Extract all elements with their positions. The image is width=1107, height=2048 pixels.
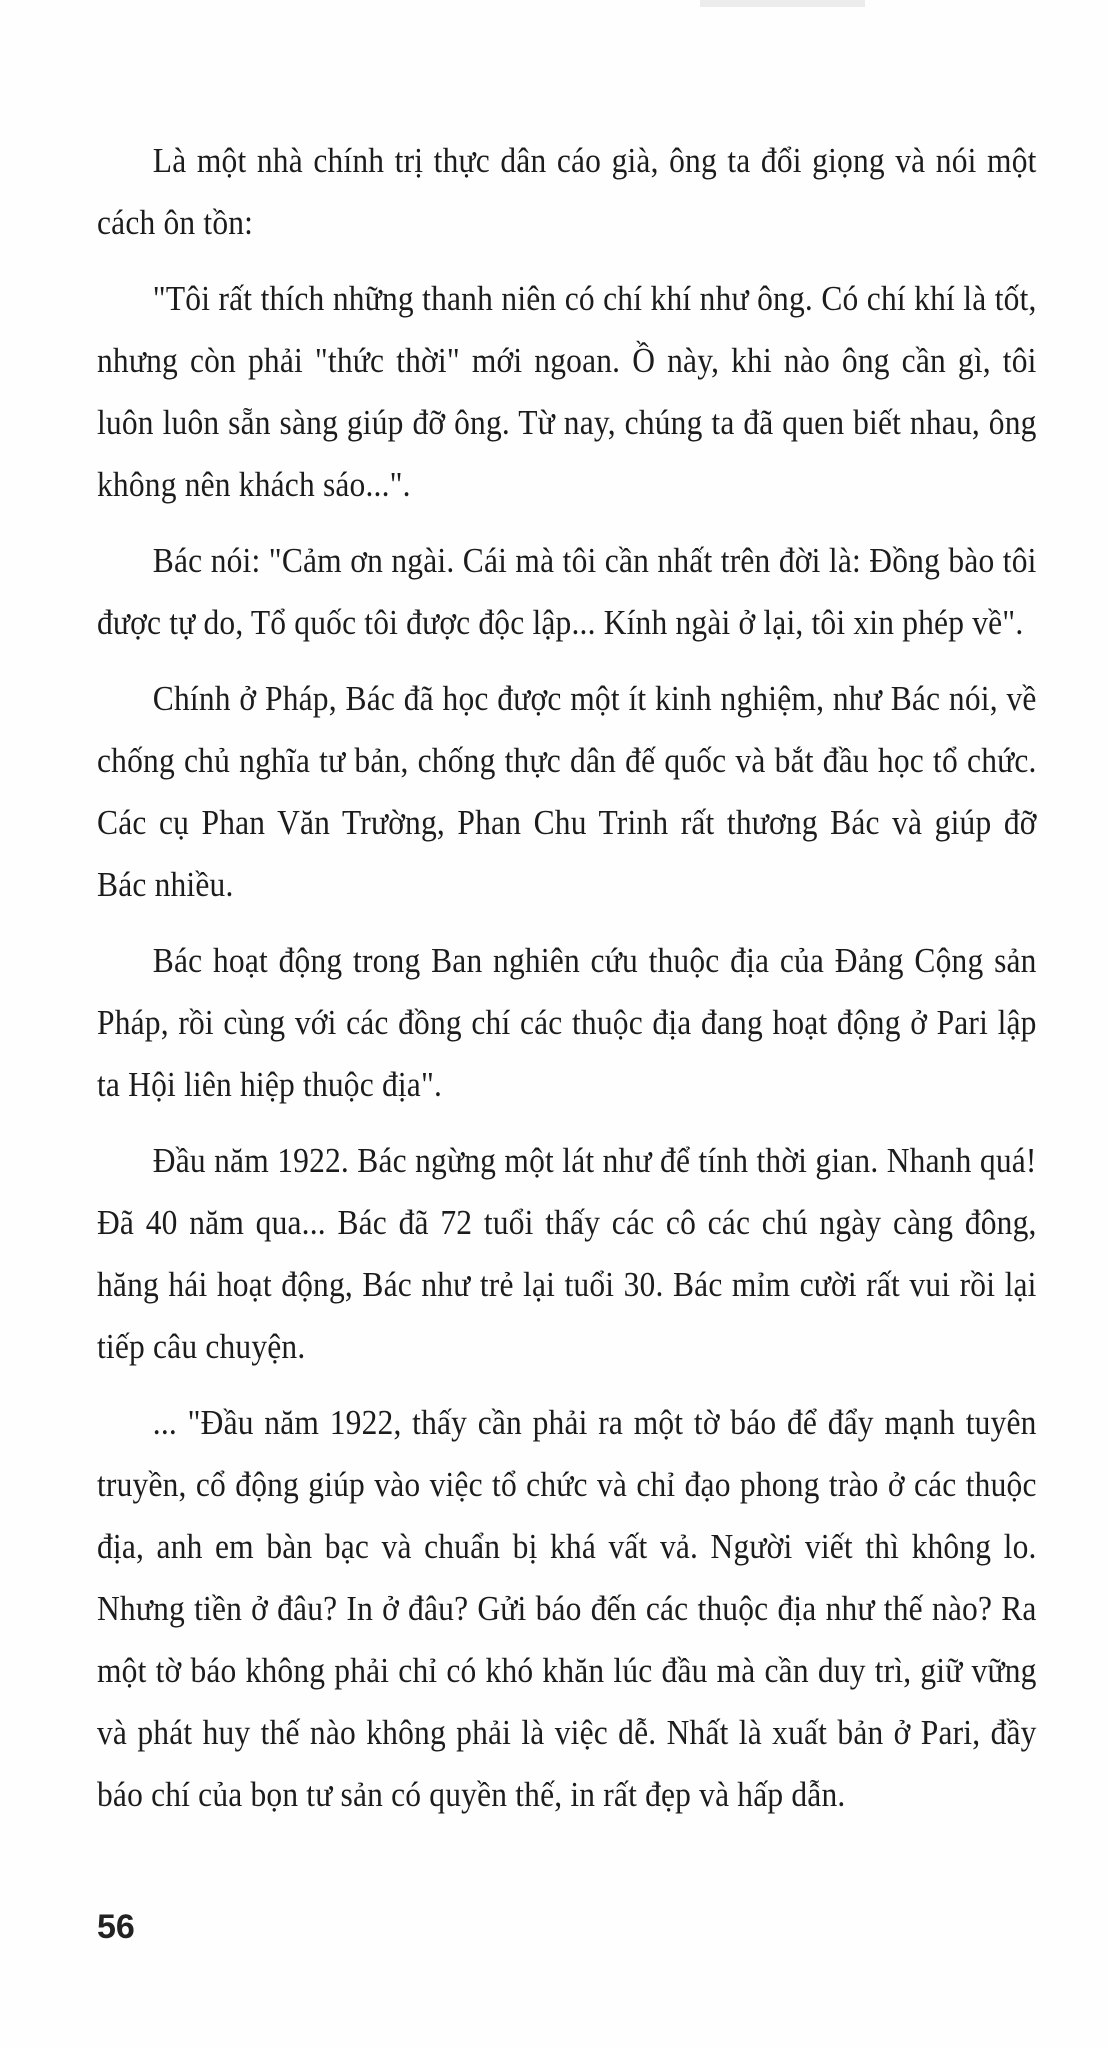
paragraph: Chính ở Pháp, Bác đã học được một ít kinh nghiệm, như Bác nói, về chống chủ nghĩa tư bản, chống thực dân đế quốc và bắt đầu học tổ chức. Các cụ Phan Văn Trường, Phan Chu Trinh rất thương Bác và giúp đỡ Bác nhiều. (97, 679, 1037, 904)
paragraph: "Tôi rất thích những thanh niên có chí khí như ông. Có chí khí là tốt, nhưng còn phải "thức thời" mới ngoan. Ồ này, khi nào ông cần gì, tôi luôn luôn sẵn sàng giúp đỡ ông. Từ nay, chúng ta đã quen biết nhau, ông không nên khách sáo...". (97, 279, 1037, 504)
paragraph: Bác hoạt động trong Ban nghiên cứu thuộc địa của Đảng Cộng sản Pháp, rồi cùng với các đồng chí các thuộc địa đang hoạt động ở Pari lập ta Hội liên hiệp thuộc địa". (97, 941, 1037, 1104)
paragraph: Là một nhà chính trị thực dân cáo già, ông ta đổi giọng và nói một cách ôn tồn: (97, 141, 1037, 242)
page-number: 56 (97, 1908, 135, 1946)
paragraph: ... "Đầu năm 1922, thấy cần phải ra một tờ báo để đẩy mạnh tuyên truyền, cổ động giúp vào việc tổ chức và chỉ đạo phong trào ở các thuộc địa, anh em bàn bạc và chuẩn bị khá vất vả. Người viết thì không lo. Nhưng tiền ở đâu? In ở đâu? Gửi báo đến các thuộc địa như thế nào? Ra một tờ báo không phải chỉ có khó khăn lúc đầu mà cần duy trì, giữ vững và phát huy thế nào không phải là việc dễ. Nhất là xuất bản ở Pari, đầy báo chí của bọn tư sản có quyền thế, in rất đẹp và hấp dẫn. (97, 1403, 1037, 1814)
paragraph: Bác nói: "Cảm ơn ngài. Cái mà tôi cần nhất trên đời là: Đồng bào tôi được tự do, Tổ quốc tôi được độc lập... Kính ngài ở lại, tôi xin phép về". (97, 541, 1037, 642)
scan-smudge (700, 0, 865, 7)
body-text (97, 130, 1037, 1840)
paragraph: Đầu năm 1922. Bác ngừng một lát như để tính thời gian. Nhanh quá! Đã 40 năm qua... Bác đã 72 tuổi thấy các cô các chú ngày càng đông, hăng hái hoạt động, Bác như trẻ lại tuổi 30. Bác mỉm cười rất vui rồi lại tiếp câu chuyện. (97, 1141, 1037, 1366)
